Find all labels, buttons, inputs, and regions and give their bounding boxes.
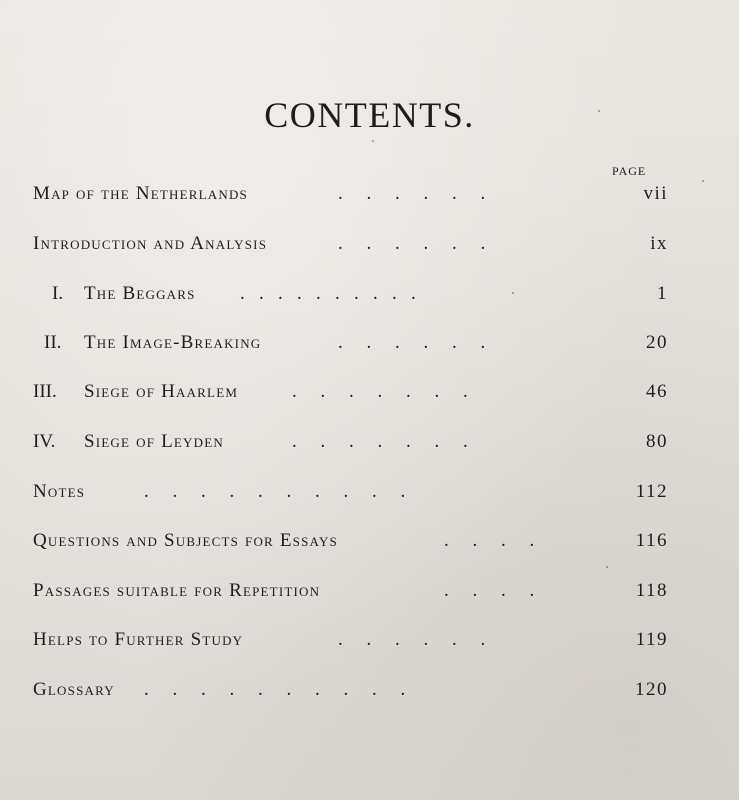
paper-speck [702,180,704,182]
toc-chapter-numeral: II. [44,332,62,353]
toc-entry-title: Helps to Further Study [33,629,244,650]
paper-speck [512,292,514,294]
leader-dots: . . . . [444,530,535,551]
leader-dots: . . . . [444,580,535,601]
toc-row-notes [0,481,739,511]
toc-page-number: 1 [657,283,668,304]
toc-page-number: 119 [635,629,668,650]
leader-dots: . . . . . . . . . . [144,481,406,502]
toc-row-map [0,183,739,213]
toc-row-beggars [0,283,739,313]
toc-row-questions [0,530,739,560]
toc-row-leyden [0,431,739,461]
toc-page-number: vii [643,183,668,204]
toc-row-introduction [0,233,739,263]
paper-speck [598,110,600,112]
toc-page-number: 20 [646,332,668,353]
toc-row-glossary [0,679,739,709]
leader-dots: . . . . . . . [292,381,468,402]
toc-page-number: 116 [635,530,668,551]
toc-entry-title: Glossary [33,679,115,700]
paper-speck [606,566,608,568]
page-column-label: PAGE [612,164,647,178]
toc-row-haarlem [0,381,739,411]
toc-entry-title: The Image-Breaking [84,332,262,353]
toc-entry-title: Passages suitable for Repetition [33,580,321,601]
leader-dots: . . . . . . . . . . [144,679,406,700]
toc-row-image-breaking [0,332,739,362]
leader-dots: . . . . . . [338,183,486,204]
toc-page-number: 120 [635,679,668,700]
toc-row-passages [0,580,739,610]
toc-entry-title: Questions and Subjects for Essays [33,530,338,551]
toc-entry-title: Siege of Haarlem [84,381,239,402]
leader-dots: . . . . . . [338,629,486,650]
toc-entry-title: Notes [33,481,86,502]
toc-row-helps [0,629,739,659]
toc-entry-title: Introduction and Analysis [33,233,268,254]
toc-page-number: ix [650,233,668,254]
toc-page-number: 80 [646,431,668,452]
toc-page-number: 112 [635,481,668,502]
leader-dots: . . . . . . . . . . [240,283,416,304]
leader-dots: . . . . . . [338,233,486,254]
toc-chapter-numeral: III. [33,381,57,402]
toc-chapter-numeral: I. [52,283,64,304]
toc-entry-title: The Beggars [84,283,196,304]
leader-dots: . . . . . . . [292,431,468,452]
toc-page-number: 46 [646,381,668,402]
toc-entry-title: Siege of Leyden [84,431,224,452]
toc-page-number: 118 [635,580,668,601]
leader-dots: . . . . . . [338,332,486,353]
toc-entry-title: Map of the Netherlands [33,183,248,204]
paper-speck [372,140,374,142]
page-title: CONTENTS. [264,95,475,135]
toc-chapter-numeral: IV. [33,431,56,452]
